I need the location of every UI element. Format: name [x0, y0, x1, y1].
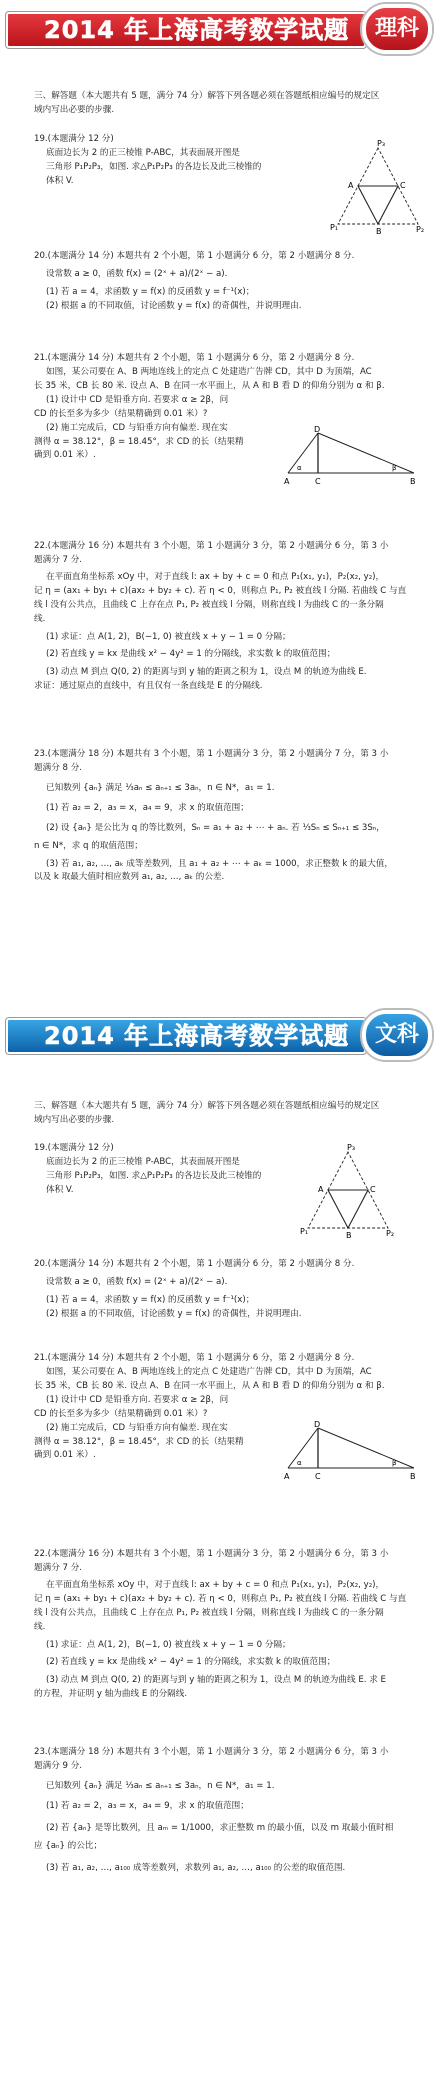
question-19: 19.(本题满分 12 分) 底面边长为 2 的正三棱锥 P-ABC，其表面展开图是 三角形 P₁P₂P₃，如图. 求△P₁P₂P₃ 的各边长及此三棱锥的 体积 V.: [34, 1142, 426, 1198]
question-21: 21.(本题满分 14 分) 本题共有 2 个小题，第 1 小题满分 6 分，第 2 小题满分 8 分. 如图，某公司要在 A、B 两地连线上的定点 C 处建造广告牌 CD，其中 D 为顶端，AC 长 35 米，CB 长 80 米. 设点 A、B 在同一水平面上，从 A 和 B 看 D 的仰角分别为 α 和 β. (1) 设计中 CD 是铅垂方向. 若要求 α ≥ 2β，问 CD 的长至多为多少（结果精确到 0.01 米）? (2) 施工完成后，CD 与铅垂方向有偏差. 现在实 测得 α = 38.12°，β = 18.45°，求 CD 的长（结果精 确到 0.01 米）.: [34, 1352, 426, 1463]
sightline-a: [288, 1428, 318, 1468]
question-head: 20.(本题满分 14 分) 本题共有 2 个小题，第 1 小题满分 6 分，第 2 小题满分 8 分.: [34, 251, 355, 261]
label-a: A: [284, 1472, 290, 1481]
label-a: A: [348, 181, 354, 190]
label-c: C: [315, 477, 321, 486]
sightline-b: [318, 1428, 414, 1468]
question-head: 23.(本题满分 18 分) 本题共有 3 个小题，第 1 小题满分 3 分，第 2 小题满分 7 分，第 3 小: [34, 749, 389, 759]
label-b: B: [346, 1231, 352, 1240]
billboard-figure: [282, 1420, 422, 1482]
label-d: D: [314, 425, 321, 434]
question-20: 20.(本题满分 14 分) 本题共有 2 个小题，第 1 小题满分 6 分，第 2 小题满分 8 分. 设常数 a ≥ 0，函数 f(x) = (2ˣ + a)/(2ˣ − a). (1) 若 a = 4，求函数 y = f(x) 的反函数 y = f⁻¹(x)； (2) 根据 a 的不同取值，讨论函数 y = f(x) 的奇偶性，并说明理由.: [34, 1258, 426, 1322]
label-d: D: [314, 1420, 321, 1429]
label-a: A: [284, 477, 290, 486]
question-head: 23.(本题满分 18 分) 本题共有 3 个小题，第 1 小题满分 3 分，第 2 小题满分 6 分，第 3 小: [34, 1747, 389, 1757]
question-23: 23.(本题满分 18 分) 本题共有 3 个小题，第 1 小题满分 3 分，第 2 小题满分 6 分，第 3 小 题满分 9 分. 已知数列 {aₙ} 满足 ⅓aₙ ≤ aₙ₊₁ ≤ 3aₙ，n ∈ N*，a₁ = 1. (1) 若 a₂ = 2，a₃ = x，a₄ = 9，求 x 的取值范围； (2) 若 {aₙ} 是等比数列，且 aₘ = 1/1000，求正整数 m 的最小值，以及 m 取最小值时相 应 {aₙ} 的公比； (3) 若 a₁, a₂, …, a₁₀₀ 成等差数列，求数列 a₁, a₂, …, a₁₀₀ 的公差的取值范围.: [34, 1746, 426, 1875]
question-head: 20.(本题满分 14 分) 本题共有 2 个小题，第 1 小题满分 6 分，第 2 小题满分 8 分.: [34, 1259, 355, 1269]
label-p1: P₁: [330, 223, 339, 232]
subject-badge: 文科: [362, 1010, 432, 1060]
label-b: B: [376, 227, 382, 236]
label-p1: P₁: [300, 1227, 309, 1236]
label-p2: P₂: [386, 1229, 395, 1238]
arts-banner: [6, 1010, 434, 1062]
base-triangle: [328, 1190, 368, 1228]
question-19: 19.(本题满分 12 分) 底面边长为 2 的正三棱锥 P-ABC，其表面展开图是 三角形 P₁P₂P₃，如图. 求△P₁P₂P₃ 的各边长及此三棱锥的 体积 V.: [34, 133, 426, 189]
label-p2: P₂: [416, 225, 425, 234]
label-alpha: α: [297, 464, 302, 472]
label-alpha: α: [297, 1459, 302, 1467]
science-banner: [6, 4, 434, 56]
question-head: 21.(本题满分 14 分) 本题共有 2 个小题，第 1 小题满分 6 分，第 2 小题满分 8 分.: [34, 1353, 355, 1363]
label-beta: β: [392, 464, 397, 472]
question-20: 20.(本题满分 14 分) 本题共有 2 个小题，第 1 小题满分 6 分，第 2 小题满分 8 分. 设常数 a ≥ 0，函数 f(x) = (2ˣ + a)/(2ˣ − a). (1) 若 a = 4，求函数 y = f(x) 的反函数 y = f⁻¹(x)； (2) 根据 a 的不同取值，讨论函数 y = f(x) 的奇偶性，并说明理由.: [34, 250, 426, 314]
question-head: 19.(本题满分 12 分): [34, 134, 114, 144]
triangle-net-figure: [330, 138, 426, 236]
section-intro: 三、解答题（本大题共有 5 题，满分 74 分）解答下列各题必须在答题纸相应编号的规定区 域内写出必要的步骤.: [34, 91, 380, 115]
label-c: C: [370, 1185, 376, 1194]
question-22: 22.(本题满分 16 分) 本题共有 3 个小题，第 1 小题满分 3 分，第 2 小题满分 6 分，第 3 小 题满分 7 分. 在平面直角坐标系 xOy 中，对于直线 l: ax + by + c = 0 和点 P₁(x₁, y₁)，P₂(x₂, y₂)， 记 η = (ax₁ + by₁ + c)(ax₂ + by₂ + c). 若 η < 0，则称点 P₁, P₂ 被直线 l 分隔. 若曲线 C 与直 线 l 没有公共点，且曲线 C 上存在点 P₁, P₂ 被直线 l 分隔，则称直线 l 为曲线 C 的一条分隔 线. (1) 求证：点 A(1, 2)，B(−1, 0) 被直线 x + y − 1 = 0 分隔； (2) 若直线 y = kx 是曲线 x² − 4y² = 1 的分隔线，求实数 k 的取值范围； (3) 动点 M 到点 Q(0, 2) 的距离与到 y 轴的距离之积为 1，设点 M 的轨迹为曲线 E. 求证：通过原点的直线中，有且仅有一条直线是 E 的分隔线.: [34, 540, 426, 694]
billboard-figure: [282, 425, 422, 487]
label-c: C: [400, 181, 406, 190]
triangle-net-figure: [300, 1142, 396, 1240]
label-p3: P₃: [377, 139, 386, 148]
section-intro: 三、解答题（本大题共有 5 题，满分 74 分）解答下列各题必须在答题纸相应编号的规定区 域内写出必要的步骤.: [34, 1101, 380, 1125]
label-b: B: [410, 1472, 416, 1481]
question-23: 23.(本题满分 18 分) 本题共有 3 个小题，第 1 小题满分 3 分，第 2 小题满分 7 分，第 3 小 题满分 8 分. 已知数列 {aₙ} 满足 ⅓aₙ ≤ aₙ₊₁ ≤ 3aₙ，n ∈ N*，a₁ = 1. (1) 若 a₂ = 2，a₃ = x，a₄ = 9，求 x 的取值范围； (2) 设 {aₙ} 是公比为 q 的等比数列，Sₙ = a₁ + a₂ + ⋯ + aₙ. 若 ⅓Sₙ ≤ Sₙ₊₁ ≤ 3Sₙ， n ∈ N*，求 q 的取值范围； (3) 若 a₁, a₂, …, aₖ 成等差数列，且 a₁ + a₂ + ⋯ + aₖ = 1000，求正整数 k 的最大值， 以及 k 取最大值时相应数列 a₁, a₂, …, aₖ 的公差.: [34, 748, 426, 885]
banner-title: 2014 年上海高考数学试题: [44, 1022, 350, 1050]
base-triangle: [358, 186, 398, 224]
question-22: 22.(本题满分 16 分) 本题共有 3 个小题，第 1 小题满分 3 分，第 2 小题满分 6 分，第 3 小 题满分 7 分. 在平面直角坐标系 xOy 中，对于直线 l: ax + by + c = 0 和点 P₁(x₁, y₁)，P₂(x₂, y₂)， 记 η = (ax₁ + by₁ + c)(ax₂ + by₂ + c). 若 η < 0，则称点 P₁, P₂ 被直线 l 分隔. 若曲线 C 与直 线 l 没有公共点，且曲线 C 上存在点 P₁, P₂ 被直线 l 分隔，则称直线 l 为曲线 C 的一条分隔 线. (1) 求证：点 A(1, 2)，B(−1, 0) 被直线 x + y − 1 = 0 分隔； (2) 若直线 y = kx 是曲线 x² − 4y² = 1 的分隔线，求实数 k 的取值范围； (3) 动点 M 到点 Q(0, 2) 的距离与到 y 轴的距离之积为 1，设点 M 的轨迹为曲线 E. 求 E 的方程，并证明 y 轴为曲线 E 的分隔线.: [34, 1548, 426, 1702]
question-21: 21.(本题满分 14 分) 本题共有 2 个小题，第 1 小题满分 6 分，第 2 小题满分 8 分. 如图，某公司要在 A、B 两地连线上的定点 C 处建造广告牌 CD，其中 D 为顶端，AC 长 35 米，CB 长 80 米. 设点 A、B 在同一水平面上，从 A 和 B 看 D 的仰角分别为 α 和 β. (1) 设计中 CD 是铅垂方向. 若要求 α ≥ 2β，问 CD 的长至多为多少（结果精确到 0.01 米）? (2) 施工完成后，CD 与铅垂方向有偏差. 现在实 测得 α = 38.12°，β = 18.45°，求 CD 的长（结果精 确到 0.01 米）.: [34, 352, 426, 463]
sightline-a: [288, 433, 318, 473]
sightline-b: [318, 433, 414, 473]
label-beta: β: [392, 1459, 397, 1467]
label-a: A: [318, 1185, 324, 1194]
question-head: 19.(本题满分 12 分): [34, 1143, 114, 1153]
subject-badge: 理科: [362, 4, 432, 54]
question-head: 22.(本题满分 16 分) 本题共有 3 个小题，第 1 小题满分 3 分，第 2 小题满分 6 分，第 3 小: [34, 541, 389, 551]
question-head: 22.(本题满分 16 分) 本题共有 3 个小题，第 1 小题满分 3 分，第 2 小题满分 6 分，第 3 小: [34, 1549, 389, 1559]
banner-title: 2014 年上海高考数学试题: [44, 16, 350, 44]
label-b: B: [410, 477, 416, 486]
label-c: C: [315, 1472, 321, 1481]
question-head: 21.(本题满分 14 分) 本题共有 2 个小题，第 1 小题满分 6 分，第 2 小题满分 8 分.: [34, 353, 355, 363]
label-p3: P₃: [347, 1143, 356, 1152]
